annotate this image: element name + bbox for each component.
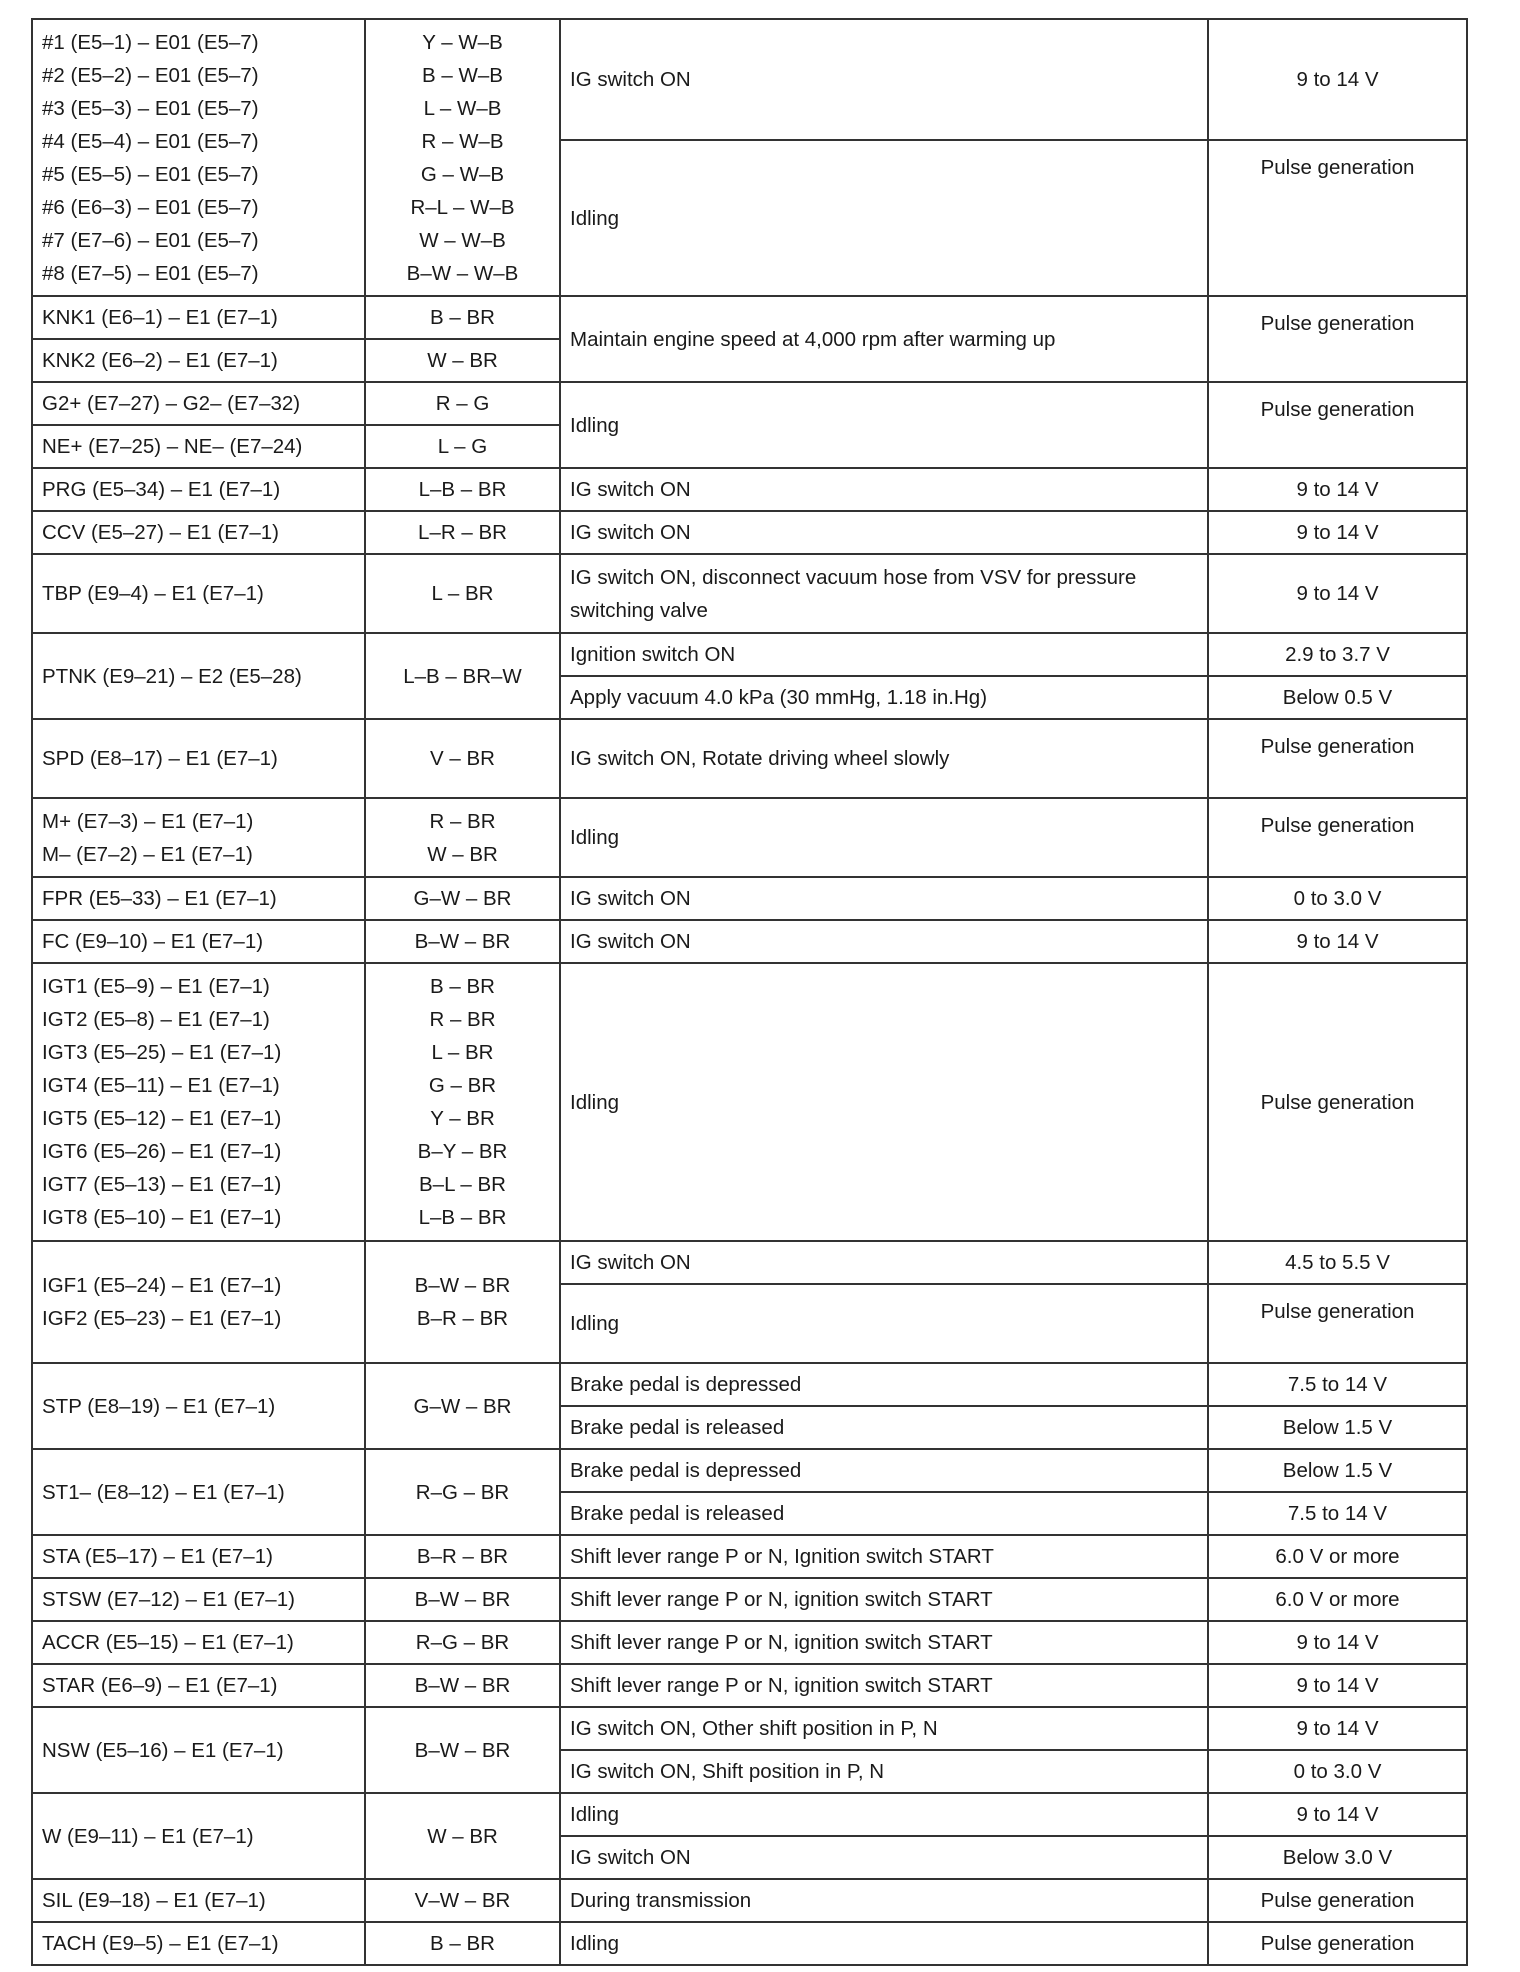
condition-line: switching valve — [570, 598, 708, 622]
specified-condition-cell: 0 to 3.0 V — [1208, 877, 1467, 920]
wiring-line: R – BR — [429, 1008, 496, 1031]
wiring-line: R – BR — [429, 809, 496, 833]
specified-condition-cell: 7.5 to 14 V — [1208, 1363, 1467, 1406]
specified-condition-cell: 9 to 14 V — [1208, 1793, 1467, 1836]
table-row — [32, 19, 1467, 140]
condition-line: IG switch ON — [570, 68, 691, 91]
condition-cell — [560, 1879, 1208, 1922]
condition-cell — [560, 468, 1208, 511]
terminal-line: STA (E5–17) – E1 (E7–1) — [42, 1545, 273, 1568]
terminal-line: STAR (E6–9) – E1 (E7–1) — [42, 1674, 278, 1697]
specified-condition-cell: Below 1.5 V — [1208, 1449, 1467, 1492]
wiring-line: L–R – BR — [418, 521, 507, 544]
wiring-color-cell — [365, 719, 560, 798]
terminal-line: IGT3 (E5–25) – E1 (E7–1) — [42, 1041, 282, 1064]
wiring-color-cell — [365, 1922, 560, 1965]
terminal-line: IGT6 (E5–26) – E1 (E7–1) — [42, 1140, 282, 1163]
terminal-line: #7 (E7–6) – E01 (E5–7) — [42, 228, 259, 252]
terminal-cell — [32, 554, 365, 633]
wiring-color-cell — [365, 1793, 560, 1879]
terminal-cell — [32, 798, 365, 877]
specified-condition-cell: Below 0.5 V — [1208, 676, 1467, 719]
condition-cell — [560, 1621, 1208, 1664]
terminal-cell — [32, 19, 365, 296]
condition-cell — [560, 963, 1208, 1241]
specified-condition-cell: Below 3.0 V — [1208, 1836, 1467, 1879]
condition-cell — [560, 1449, 1208, 1492]
wiring-color-cell — [365, 1578, 560, 1621]
wiring-line: B – BR — [430, 975, 495, 998]
condition-line: IG switch ON, Other shift position in P, N — [570, 1717, 938, 1740]
wiring-line: G–W – BR — [413, 1394, 512, 1418]
terminal-line: M+ (E7–3) – E1 (E7–1) — [42, 809, 254, 833]
specified-condition-cell: 9 to 14 V — [1208, 554, 1467, 633]
wiring-line: R – W–B — [421, 129, 504, 153]
specified-condition-cell: 9 to 14 V — [1208, 1664, 1467, 1707]
condition-cell — [560, 382, 1208, 468]
wiring-line: W – W–B — [419, 228, 506, 252]
wiring-line: L–B – BR–W — [403, 664, 522, 688]
table-row — [32, 1578, 1467, 1621]
terminal-line: SIL (E9–18) – E1 (E7–1) — [42, 1889, 266, 1912]
wiring-line: B–W – BR — [414, 930, 511, 953]
table-row — [32, 798, 1467, 877]
condition-line: IG switch ON — [570, 887, 691, 910]
wiring-color-cell — [365, 554, 560, 633]
terminal-cell — [32, 963, 365, 1241]
table-row — [32, 1707, 1467, 1750]
specified-condition-cell: Pulse generation — [1208, 1879, 1467, 1922]
wiring-color-cell — [365, 339, 560, 382]
table-row — [32, 1363, 1467, 1406]
condition-cell — [560, 1363, 1208, 1406]
table-row — [32, 296, 1467, 339]
condition-cell — [560, 676, 1208, 719]
condition-line: IG switch ON, disconnect vacuum hose from VSV for pressure — [570, 565, 1137, 589]
terminal-line: ST1– (E8–12) – E1 (E7–1) — [42, 1480, 285, 1504]
condition-line: Shift lever range P or N, Ignition switch START — [570, 1545, 994, 1568]
terminal-line: W (E9–11) – E1 (E7–1) — [42, 1824, 254, 1848]
condition-cell — [560, 1922, 1208, 1965]
wiring-color-cell — [365, 296, 560, 339]
terminal-line: IGT8 (E5–10) – E1 (E7–1) — [42, 1206, 282, 1229]
wiring-color-cell — [365, 382, 560, 425]
condition-line: IG switch ON — [570, 1846, 691, 1869]
condition-cell — [560, 1793, 1208, 1836]
table-row — [32, 633, 1467, 676]
terminal-line: G2+ (E7–27) – G2– (E7–32) — [42, 392, 301, 415]
condition-line: Idling — [570, 826, 620, 849]
wiring-line: R–L – W–B — [410, 195, 515, 219]
terminal-line: #6 (E6–3) – E01 (E5–7) — [42, 195, 259, 219]
terminal-cell — [32, 1578, 365, 1621]
condition-cell — [560, 1492, 1208, 1535]
terminal-cell — [32, 468, 365, 511]
specified-condition-cell: 6.0 V or more — [1208, 1578, 1467, 1621]
condition-line: IG switch ON — [570, 478, 691, 501]
condition-cell — [560, 511, 1208, 554]
condition-line: IG switch ON, Rotate driving wheel slowly — [570, 747, 950, 770]
terminal-line: #5 (E5–5) – E01 (E5–7) — [42, 162, 259, 186]
condition-line: IG switch ON — [570, 521, 691, 544]
table-row — [32, 719, 1467, 798]
wiring-color-cell — [365, 877, 560, 920]
condition-line: Brake pedal is depressed — [570, 1373, 802, 1396]
wiring-color-cell — [365, 1241, 560, 1363]
spec-table-body — [32, 19, 1467, 1965]
wiring-color-cell — [365, 19, 560, 296]
condition-line: IG switch ON — [570, 1251, 691, 1274]
wiring-line: B–R – BR — [416, 1545, 509, 1568]
wiring-color-cell — [365, 633, 560, 719]
terminal-line: STP (E8–19) – E1 (E7–1) — [42, 1394, 276, 1418]
wiring-line: L – G — [437, 435, 488, 458]
terminal-line: IGF1 (E5–24) – E1 (E7–1) — [42, 1274, 282, 1297]
terminal-line: FC (E9–10) – E1 (E7–1) — [42, 930, 264, 953]
wiring-line: B – W–B — [422, 63, 503, 87]
wiring-color-cell — [365, 1664, 560, 1707]
specified-condition-cell: 9 to 14 V — [1208, 920, 1467, 963]
terminal-line: NE+ (E7–25) – NE– (E7–24) — [42, 435, 303, 458]
wiring-line: L–B – BR — [418, 478, 507, 501]
condition-cell — [560, 920, 1208, 963]
wiring-line: B – BR — [430, 306, 495, 329]
wiring-line: L – W–B — [423, 96, 502, 120]
table-row — [32, 382, 1467, 425]
terminal-cell — [32, 511, 365, 554]
wiring-line: L – BR — [431, 1041, 494, 1064]
condition-line: Shift lever range P or N, ignition switch START — [570, 1674, 993, 1697]
condition-cell — [560, 296, 1208, 382]
wiring-color-cell — [365, 798, 560, 877]
table-row — [32, 511, 1467, 554]
table-row — [32, 1535, 1467, 1578]
specified-condition-cell: 9 to 14 V — [1208, 19, 1467, 140]
condition-cell — [560, 798, 1208, 877]
wiring-line: G – W–B — [420, 162, 505, 186]
ecu-terminal-spec-table — [31, 18, 1468, 1966]
wiring-color-cell — [365, 511, 560, 554]
table-row — [32, 963, 1467, 1241]
specified-condition-cell: Pulse generation — [1208, 296, 1467, 382]
condition-line: IG switch ON — [570, 930, 691, 953]
condition-cell — [560, 554, 1208, 633]
condition-cell — [560, 1664, 1208, 1707]
condition-line: IG switch ON, Shift position in P, N — [570, 1760, 885, 1783]
specified-condition-cell: 9 to 14 V — [1208, 511, 1467, 554]
terminal-cell — [32, 1922, 365, 1965]
terminal-line: TBP (E9–4) – E1 (E7–1) — [42, 582, 264, 605]
terminal-line: CCV (E5–27) – E1 (E7–1) — [42, 521, 280, 544]
terminal-cell — [32, 1664, 365, 1707]
wiring-line: W – BR — [427, 842, 498, 866]
wiring-line: L – BR — [431, 582, 494, 605]
terminal-cell — [32, 1241, 365, 1363]
specified-condition-cell: Pulse generation — [1208, 140, 1467, 296]
wiring-line: R–G – BR — [415, 1631, 510, 1654]
specified-condition-cell: Pulse generation — [1208, 382, 1467, 468]
terminal-line: #8 (E7–5) – E01 (E5–7) — [42, 261, 259, 285]
table-row — [32, 1922, 1467, 1965]
specified-condition-cell: Below 1.5 V — [1208, 1406, 1467, 1449]
condition-cell — [560, 1707, 1208, 1750]
wiring-color-cell — [365, 1363, 560, 1449]
specified-condition-cell: 9 to 14 V — [1208, 1621, 1467, 1664]
terminal-cell — [32, 920, 365, 963]
specified-condition-cell: 7.5 to 14 V — [1208, 1492, 1467, 1535]
wiring-line: B–W – W–B — [406, 261, 519, 285]
wiring-line: G – BR — [428, 1074, 497, 1097]
condition-cell — [560, 1535, 1208, 1578]
wiring-color-cell — [365, 963, 560, 1241]
wiring-line: B–R – BR — [416, 1307, 509, 1330]
terminal-cell — [32, 877, 365, 920]
wiring-color-cell — [365, 1535, 560, 1578]
condition-line: Shift lever range P or N, ignition switch START — [570, 1631, 993, 1654]
wiring-line: R–G – BR — [415, 1480, 510, 1504]
specified-condition-cell: Pulse generation — [1208, 1284, 1467, 1363]
condition-cell — [560, 140, 1208, 296]
wiring-line: Y – W–B — [422, 30, 503, 54]
condition-line: Ignition switch ON — [570, 643, 736, 666]
condition-line: Idling — [570, 413, 620, 437]
terminal-cell — [32, 1707, 365, 1793]
condition-cell — [560, 1578, 1208, 1621]
wiring-color-cell — [365, 468, 560, 511]
wiring-line: B–W – BR — [414, 1274, 511, 1297]
wiring-line: B–W – BR — [414, 1674, 511, 1697]
wiring-line: W – BR — [427, 349, 498, 372]
terminal-line: #3 (E5–3) – E01 (E5–7) — [42, 96, 259, 120]
table-row — [32, 1621, 1467, 1664]
condition-line: Brake pedal is released — [570, 1416, 785, 1439]
specified-condition-cell: 2.9 to 3.7 V — [1208, 633, 1467, 676]
condition-line: Maintain engine speed at 4,000 rpm after warming up — [570, 327, 1056, 351]
terminal-line: IGT4 (E5–11) – E1 (E7–1) — [42, 1074, 280, 1097]
condition-line: Idling — [570, 206, 620, 230]
condition-cell — [560, 19, 1208, 140]
terminal-line: IGT1 (E5–9) – E1 (E7–1) — [42, 975, 270, 998]
terminal-line: IGT2 (E5–8) – E1 (E7–1) — [42, 1008, 270, 1031]
terminal-cell — [32, 1363, 365, 1449]
specified-condition-cell: Pulse generation — [1208, 798, 1467, 877]
wiring-line: G–W – BR — [413, 887, 512, 910]
terminal-line: #1 (E5–1) – E01 (E5–7) — [42, 30, 259, 54]
wiring-line: B – BR — [430, 1932, 495, 1955]
terminal-cell — [32, 1879, 365, 1922]
wiring-line: B–L – BR — [419, 1173, 506, 1196]
table-row — [32, 1449, 1467, 1492]
condition-line: Shift lever range P or N, ignition switch START — [570, 1588, 993, 1611]
condition-line: Brake pedal is released — [570, 1502, 785, 1525]
condition-cell — [560, 1406, 1208, 1449]
terminal-cell — [32, 425, 365, 468]
condition-line: Brake pedal is depressed — [570, 1459, 802, 1482]
terminal-line: KNK1 (E6–1) – E1 (E7–1) — [42, 306, 278, 329]
wiring-line: L–B – BR — [418, 1206, 507, 1229]
wiring-color-cell — [365, 920, 560, 963]
terminal-line: IGF2 (E5–23) – E1 (E7–1) — [42, 1307, 282, 1330]
condition-line: Idling — [570, 1312, 620, 1335]
condition-line: Idling — [570, 1932, 620, 1955]
condition-cell — [560, 1836, 1208, 1879]
specified-condition-cell: 4.5 to 5.5 V — [1208, 1241, 1467, 1284]
terminal-cell — [32, 296, 365, 339]
terminal-line: PTNK (E9–21) – E2 (E5–28) — [42, 664, 302, 688]
table-row — [32, 1664, 1467, 1707]
terminal-line: NSW (E5–16) – E1 (E7–1) — [42, 1738, 284, 1762]
table-row — [32, 1793, 1467, 1836]
specified-condition-cell: 6.0 V or more — [1208, 1535, 1467, 1578]
wiring-line: W – BR — [427, 1824, 498, 1848]
wiring-color-cell — [365, 1621, 560, 1664]
condition-line: Apply vacuum 4.0 kPa (30 mmHg, 1.18 in.Hg) — [570, 686, 988, 709]
wiring-line: V – BR — [430, 747, 495, 770]
terminal-cell — [32, 719, 365, 798]
wiring-color-cell — [365, 425, 560, 468]
wiring-color-cell — [365, 1707, 560, 1793]
terminal-line: KNK2 (E6–2) – E1 (E7–1) — [42, 349, 278, 372]
wiring-line: B–Y – BR — [417, 1140, 508, 1163]
terminal-line: TACH (E9–5) – E1 (E7–1) — [42, 1932, 279, 1955]
specified-condition-cell: Pulse generation — [1208, 1922, 1467, 1965]
condition-line: Idling — [570, 1803, 620, 1826]
table-row — [32, 1879, 1467, 1922]
terminal-cell — [32, 1449, 365, 1535]
table-row — [32, 1241, 1467, 1284]
table-row — [32, 468, 1467, 511]
table-row — [32, 877, 1467, 920]
condition-cell — [560, 633, 1208, 676]
table-row — [32, 554, 1467, 633]
wiring-line: Y – BR — [430, 1107, 495, 1130]
condition-cell — [560, 1241, 1208, 1284]
terminal-line: IGT5 (E5–12) – E1 (E7–1) — [42, 1107, 282, 1130]
terminal-cell — [32, 633, 365, 719]
specified-condition-cell: 0 to 3.0 V — [1208, 1750, 1467, 1793]
wiring-line: B–W – BR — [414, 1588, 511, 1611]
specified-condition-cell: Pulse generation — [1208, 719, 1467, 798]
condition-line: Idling — [570, 1090, 620, 1114]
terminal-line: FPR (E5–33) – E1 (E7–1) — [42, 887, 277, 910]
wiring-color-cell — [365, 1449, 560, 1535]
terminal-line: SPD (E8–17) – E1 (E7–1) — [42, 747, 278, 770]
terminal-cell — [32, 1621, 365, 1664]
terminal-cell — [32, 339, 365, 382]
terminal-line: PRG (E5–34) – E1 (E7–1) — [42, 478, 281, 501]
table-row — [32, 920, 1467, 963]
wiring-color-cell — [365, 1879, 560, 1922]
terminal-line: #4 (E5–4) – E01 (E5–7) — [42, 129, 259, 153]
condition-cell — [560, 719, 1208, 798]
wiring-line: V–W – BR — [414, 1889, 511, 1912]
terminal-line: #2 (E5–2) – E01 (E5–7) — [42, 63, 259, 87]
terminal-cell — [32, 1535, 365, 1578]
terminal-line: M– (E7–2) – E1 (E7–1) — [42, 842, 253, 866]
condition-cell — [560, 1750, 1208, 1793]
condition-line: During transmission — [570, 1889, 752, 1912]
terminal-line: STSW (E7–12) – E1 (E7–1) — [42, 1588, 295, 1611]
specified-condition-cell: Pulse generation — [1208, 963, 1467, 1241]
terminal-cell — [32, 382, 365, 425]
terminal-line: IGT7 (E5–13) – E1 (E7–1) — [42, 1173, 282, 1196]
condition-cell — [560, 877, 1208, 920]
wiring-line: B–W – BR — [414, 1738, 511, 1762]
specified-condition-cell: 9 to 14 V — [1208, 468, 1467, 511]
terminal-cell — [32, 1793, 365, 1879]
wiring-line: R – G — [435, 392, 490, 415]
specified-condition-cell: 9 to 14 V — [1208, 1707, 1467, 1750]
condition-cell — [560, 1284, 1208, 1363]
terminal-line: ACCR (E5–15) – E1 (E7–1) — [42, 1631, 294, 1654]
